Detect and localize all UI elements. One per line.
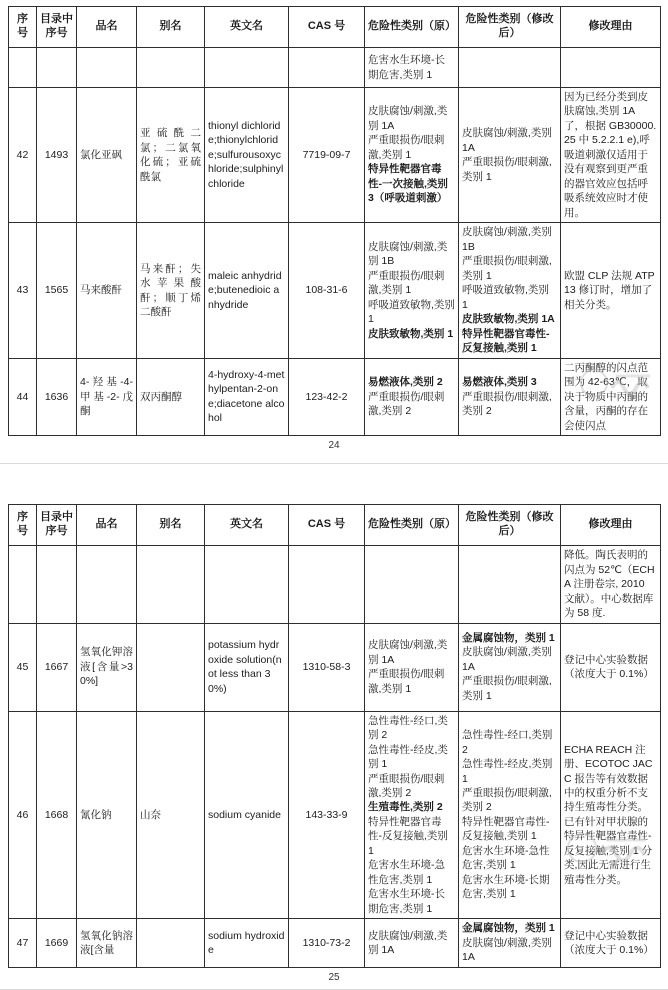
cell-text: 皮肤致敏物,类别 1A (462, 313, 555, 326)
cell-text: 降低。陶氏表明的闪点为 52℃（ECHA 注册卷宗, 2010 文献）。中心数据库为 58 度. (564, 549, 655, 620)
column-header-english_name: 英文名 (205, 7, 289, 48)
table-row (9, 623, 661, 711)
column-header-catalog_no: 目录中序号 (37, 505, 77, 546)
column-header-name: 品名 (77, 505, 137, 546)
cell-text: 金属腐蚀物，类别 1 (462, 922, 555, 935)
cell-name (77, 546, 137, 623)
cell-text: 42 (16, 148, 29, 161)
cell-english_name (205, 623, 289, 711)
cell-text: maleic anhydride;butenedioic anhydride (208, 269, 282, 311)
cell-english_name (205, 223, 289, 358)
cell-text: 45 (16, 660, 29, 673)
cell-text: 皮肤腐蚀/刺激,类别 1B (462, 226, 552, 253)
column-header-english_name: 英文名 (205, 505, 289, 546)
column-header-hazard_original: 危险性类别（原） (365, 7, 459, 48)
page-divider (0, 463, 668, 464)
cell-text: thionyl dichloride;thionylchloride;sulfurousoxychloride;sulphinyl chloride (208, 119, 284, 190)
cell-catalog_no (37, 623, 77, 711)
cell-text: 呼吸道致敏物,类别 1 (462, 284, 549, 311)
cell-text: 46 (16, 808, 29, 821)
cell-text: 已有针对甲状腺的特异性靶器官毒性-反复接触,类别 1 分类,因此无需进行生殖毒性分类。 (564, 815, 653, 886)
cell-text: 严重眼损伤/眼刺激,类别 1 (368, 269, 445, 297)
cell-name (77, 919, 137, 967)
cell-alias (137, 223, 205, 358)
document-page-24 (0, 0, 668, 451)
cell-name (77, 48, 137, 88)
cell-cas_no (289, 623, 365, 711)
cell-text: 登记中心实验数据（浓度大于 0.1%） (564, 653, 654, 681)
cell-text: 108-31-6 (305, 284, 348, 297)
cell-alias (137, 919, 205, 967)
column-header-name: 品名 (77, 7, 137, 48)
header-row (9, 505, 661, 546)
cell-text: 4-hydroxy-4-methylpentan-2-one;diacetone alcohol (208, 368, 285, 425)
cell-text: 4-羟基-4-甲基-2-戊酮 (80, 376, 133, 418)
cell-text: 特异性靶器官毒性-一次接触,类别 3（呼吸道刺激） (368, 163, 448, 205)
cell-hazard_original (365, 88, 459, 223)
column-header-hazard_revised: 危险性类别（修改后） (459, 7, 561, 48)
cell-text: 呼吸道致敏物,类别 1 (368, 298, 455, 326)
cell-hazard_original (365, 48, 459, 88)
cell-text: 危害水生环境-长期危害,类别 1 (462, 873, 550, 901)
cell-catalog_no (37, 88, 77, 223)
cell-text: 氢氧化钾溶液[含量>30%] (80, 646, 133, 688)
cell-text: potassium hydroxide solution(not less than 30%) (208, 639, 282, 695)
cell-english_name (205, 546, 289, 623)
cell-text: 7719-09-7 (302, 148, 351, 161)
cell-text: 严重眼损伤/眼刺激,类别 1 (368, 668, 445, 695)
cell-cas_no (289, 546, 365, 623)
cell-xuhao (9, 88, 37, 223)
cell-catalog_no (37, 358, 77, 435)
cell-english_name (205, 48, 289, 88)
header-row (9, 7, 661, 48)
cell-text: 1493 (44, 148, 69, 161)
cell-alias (137, 546, 205, 623)
cell-name (77, 223, 137, 358)
cell-text: 严重眼损伤/眼刺激,类别 1 (462, 675, 552, 702)
cell-text: 危害水生环境-长期危害,类别 1 (368, 54, 445, 81)
cell-catalog_no (37, 48, 77, 88)
cell-hazard_original (365, 919, 459, 967)
cell-hazard_revised (459, 546, 561, 623)
cell-cas_no (289, 358, 365, 435)
cell-text: 危害水生环境-长期危害,类别 1 (368, 888, 445, 915)
cell-english_name (205, 919, 289, 967)
cell-text: 氢氧化钠溶液[含量 (80, 929, 133, 957)
cell-hazard_original (365, 711, 459, 919)
cell-text: 严重眼损伤/眼刺激,类别 2 (368, 772, 445, 799)
cell-cas_no (289, 711, 365, 919)
cell-text: 1565 (44, 284, 69, 297)
column-header-reason: 修改理由 (561, 505, 661, 546)
column-header-reason: 修改理由 (561, 7, 661, 48)
cell-reason (561, 358, 661, 435)
page-number: 25 (328, 971, 340, 983)
page-number: 24 (328, 440, 340, 452)
cell-reason (561, 623, 661, 711)
cell-hazard_revised (459, 223, 561, 358)
cell-text: sodium hydroxide (208, 929, 285, 957)
cell-text: 严重眼损伤/眼刺激,类别 2 (368, 390, 445, 418)
cell-text: 危害水生环境-急性危害,类别 1 (462, 844, 550, 872)
cell-text: 登记中心实验数据（浓度大于 0.1%） (564, 929, 654, 957)
cell-xuhao (9, 358, 37, 435)
cell-text: 二丙酮醇的闪点范围为 42-63℃，取决于物质中丙酮的含量，丙酮的存在会使闪点 (564, 361, 648, 432)
cell-text: 43 (16, 284, 29, 297)
cell-text: 皮肤腐蚀/刺激,类别 1A (368, 639, 448, 666)
hazard-table-page-25 (8, 504, 661, 968)
cell-text: 亚硫酰二氯；二氯氧化硫；亚硫酰氯 (140, 127, 201, 183)
cell-text: 严重眼损伤/眼刺激,类别 1 (462, 255, 552, 282)
cell-text: 生殖毒性,类别 2 (368, 801, 443, 814)
cell-xuhao (9, 711, 37, 919)
cell-text: 皮肤腐蚀/刺激,类别 1A (368, 105, 448, 132)
hazard-table-page-24 (8, 6, 661, 436)
cell-hazard_revised (459, 88, 561, 223)
cell-text: 急性毒性-经口,类别 2 (462, 729, 553, 756)
cell-catalog_no (37, 223, 77, 358)
cell-text: 急性毒性-经皮,类别 1 (462, 758, 553, 785)
cell-text: 1668 (44, 808, 69, 821)
cell-text: 皮肤致敏物,类别 1 (368, 327, 454, 340)
cell-catalog_no (37, 711, 77, 919)
cell-text: 欧盟 CLP 法规 ATP13 修订时，增加了相关分类。 (564, 269, 655, 311)
cell-hazard_revised (459, 919, 561, 967)
cell-cas_no (289, 48, 365, 88)
cell-cas_no (289, 919, 365, 967)
cell-text: 皮肤腐蚀/刺激,类别 1A (368, 929, 448, 957)
table-row (9, 48, 661, 88)
cell-reason (561, 223, 661, 358)
column-header-alias: 别名 (137, 7, 205, 48)
cell-xuhao (9, 919, 37, 967)
cell-text: ECHA REACH 注册、ECOTOC JACC 报告等有效数据中的权重分析不支持生殖毒性分类。 (564, 743, 653, 814)
cell-reason (561, 48, 661, 88)
cell-text: 双丙酮醇 (140, 390, 182, 403)
cell-text: sodium cyanide (208, 808, 281, 821)
cell-text: 严重眼损伤/眼刺激,类别 1 (462, 156, 552, 183)
column-header-hazard_original: 危险性类别（原） (365, 505, 459, 546)
cell-english_name (205, 358, 289, 435)
table-row (9, 711, 661, 919)
cell-english_name (205, 88, 289, 223)
cell-alias (137, 358, 205, 435)
cell-cas_no (289, 223, 365, 358)
cell-alias (137, 88, 205, 223)
cell-text: 皮肤腐蚀/刺激,类别 1A (462, 646, 552, 673)
cell-text: 1310-73-2 (302, 936, 351, 949)
cell-text: 急性毒性-经口,类别 2 (368, 714, 448, 742)
cell-text: 1667 (44, 660, 69, 673)
cell-text: 皮肤腐蚀/刺激,类别 1A (462, 127, 552, 154)
cell-text: 44 (16, 390, 29, 403)
cell-text: 危害水生环境-急性危害,类别 1 (368, 859, 445, 886)
cell-text: 特异性靶器官毒性-反复接触,类别 1 (368, 815, 448, 857)
cell-xuhao (9, 546, 37, 623)
column-header-cas_no: CAS 号 (289, 505, 365, 546)
cell-catalog_no (37, 919, 77, 967)
cell-hazard_original (365, 358, 459, 435)
cell-name (77, 358, 137, 435)
cell-catalog_no (37, 546, 77, 623)
cell-text: 氯化亚砜 (80, 148, 122, 161)
cell-name (77, 88, 137, 223)
cell-text: 马来酐；失水苹果酸酐；顺丁烯二酸酐 (140, 262, 201, 319)
cell-text: 123-42-2 (305, 390, 348, 403)
cell-english_name (205, 711, 289, 919)
cell-xuhao (9, 623, 37, 711)
cell-xuhao (9, 223, 37, 358)
column-header-hazard_revised: 危险性类别（修改后） (459, 505, 561, 546)
cell-name (77, 711, 137, 919)
cell-reason (561, 919, 661, 967)
cell-reason (561, 546, 661, 623)
cell-hazard_revised (459, 358, 561, 435)
cell-text: 47 (16, 936, 29, 949)
cell-text: 金属腐蚀物，类别 1 (462, 631, 555, 644)
cell-reason (561, 88, 661, 223)
column-header-catalog_no: 目录中序号 (37, 7, 77, 48)
cell-text: 氰化钠 (80, 808, 112, 821)
table-row (9, 88, 661, 223)
cell-text: 急性毒性-经皮,类别 1 (368, 743, 448, 771)
cell-text: 1669 (44, 936, 69, 949)
cell-text: 严重眼损伤/眼刺激,类别 1 (368, 134, 445, 161)
cell-hazard_original (365, 223, 459, 358)
cell-hazard_revised (459, 623, 561, 711)
cell-text: 山奈 (140, 808, 161, 821)
column-header-alias: 别名 (137, 505, 205, 546)
cell-text: 皮肤腐蚀/刺激,类别 1B (368, 240, 448, 268)
cell-text: 1636 (44, 390, 69, 403)
table-row (9, 358, 661, 435)
cell-alias (137, 623, 205, 711)
cell-text: 143-33-9 (305, 808, 348, 821)
cell-text: 皮肤腐蚀/刺激,类别 1A (462, 936, 552, 964)
table-row (9, 919, 661, 967)
cell-name (77, 623, 137, 711)
cell-text: 马来酸酐 (80, 284, 122, 297)
cell-text: 1310-58-3 (302, 660, 351, 673)
table-row (9, 546, 661, 623)
cell-text: 特异性靶器官毒性-反复接触,类别 1 (462, 327, 550, 355)
cell-hazard_revised (459, 48, 561, 88)
cell-cas_no (289, 88, 365, 223)
document-page-25 (0, 504, 668, 983)
cell-hazard_original (365, 546, 459, 623)
cell-text: 易燃液体,类别 3 (462, 376, 537, 389)
cell-text: 严重眼损伤/眼刺激,类别 2 (462, 390, 552, 418)
cell-hazard_original (365, 623, 459, 711)
cell-hazard_revised (459, 711, 561, 919)
cell-reason (561, 711, 661, 919)
column-header-xuhao: 序号 (9, 505, 37, 546)
cell-alias (137, 48, 205, 88)
column-header-cas_no: CAS 号 (289, 7, 365, 48)
cell-alias (137, 711, 205, 919)
cell-text: 因为已经分类到皮肤腐蚀,类别 1A 了，根据 GB30000.25 中 5.2.2.1 e),呼吸道刺激仅适用于没有观察到更严重的器官效应包括呼吸系统效应时才使用。 (564, 91, 657, 219)
cell-text: 易燃液体,类别 2 (368, 376, 443, 389)
cell-text: 严重眼损伤/眼刺激,类别 2 (462, 786, 552, 814)
table-row (9, 223, 661, 358)
cell-text: 特异性靶器官毒性-反复接触,类别 1 (462, 815, 550, 843)
column-header-xuhao: 序号 (9, 7, 37, 48)
cell-xuhao (9, 48, 37, 88)
